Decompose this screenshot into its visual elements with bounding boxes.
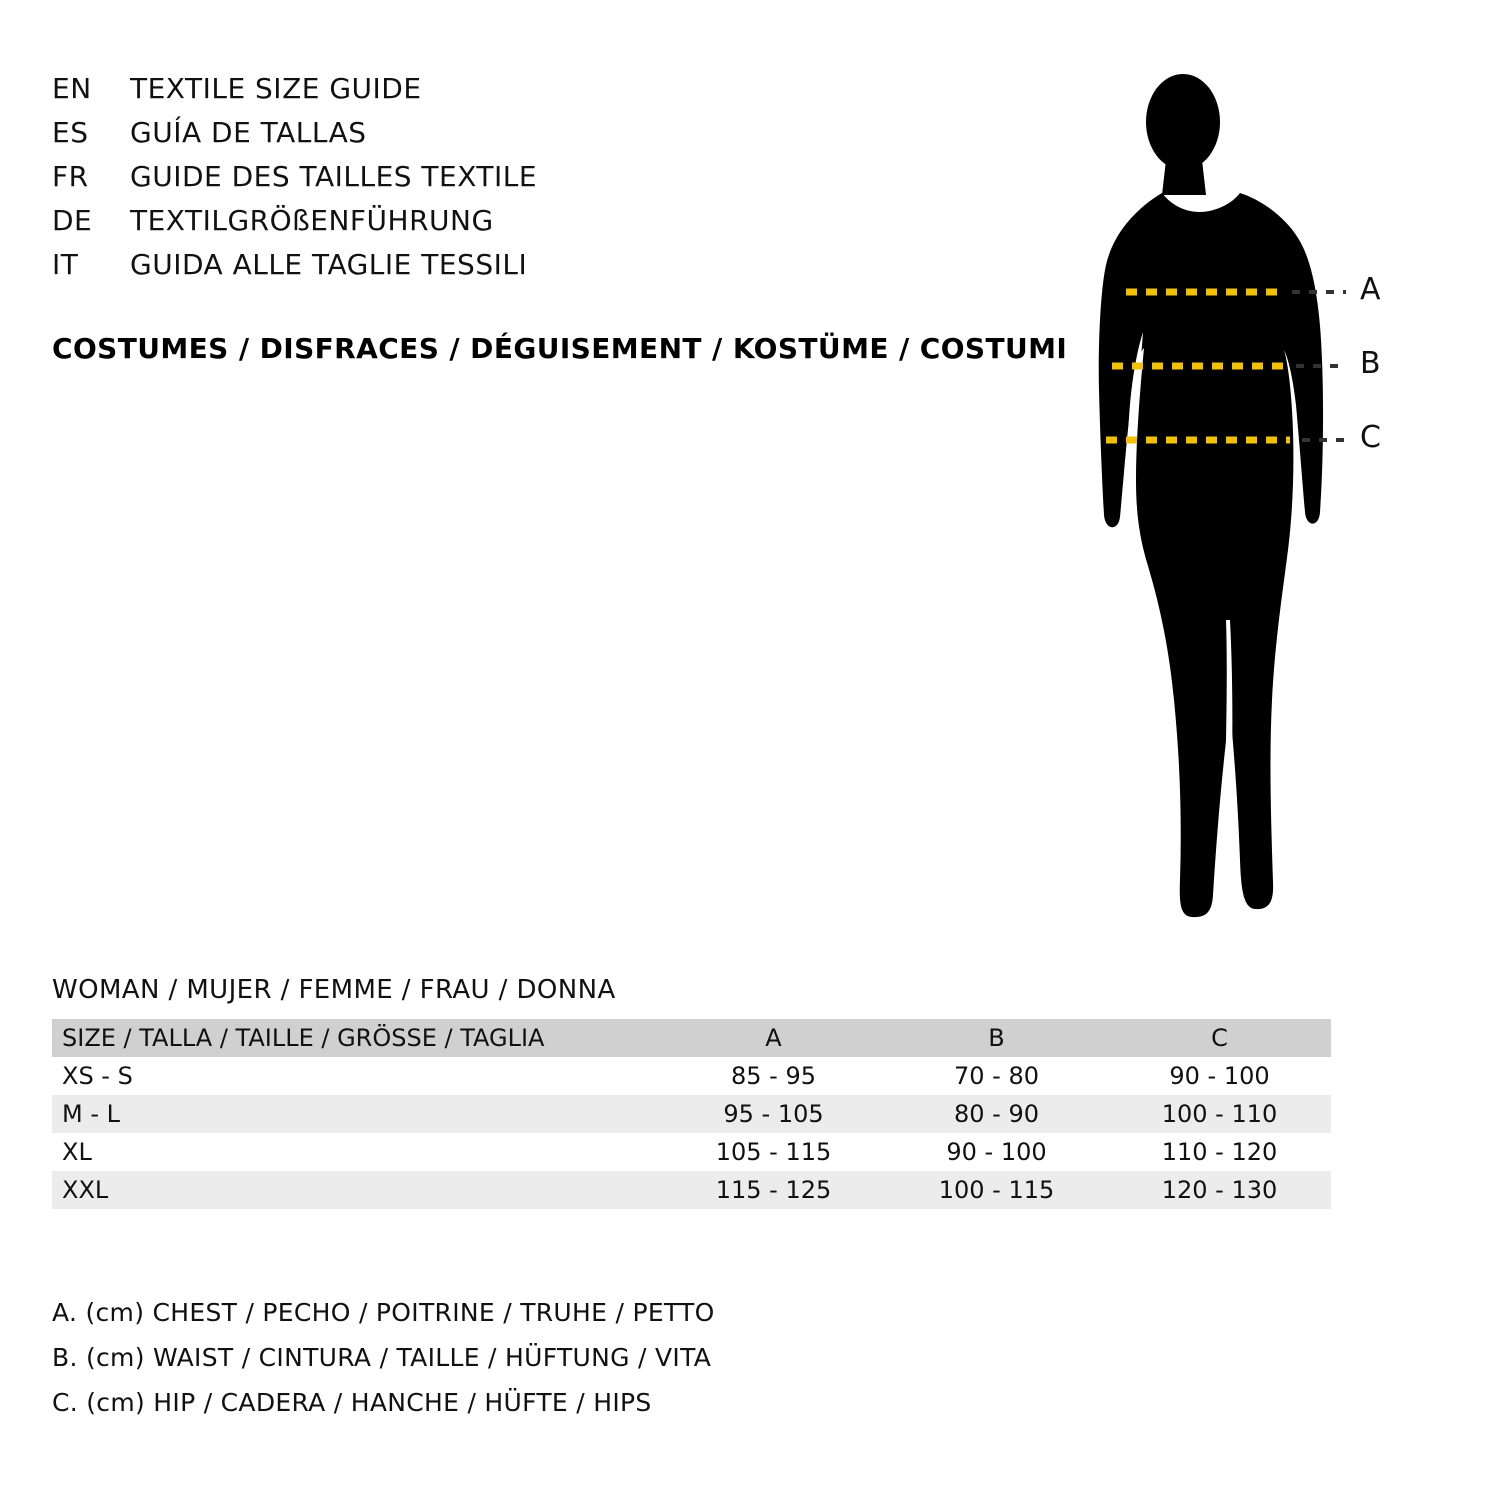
table-row (52, 1057, 1331, 1095)
header-a: A (765, 1024, 782, 1052)
language-code: DE (52, 204, 93, 237)
language-title: TEXTILE SIZE GUIDE (130, 72, 422, 105)
header-c: C (1211, 1024, 1228, 1052)
table-header-row (52, 1019, 1331, 1057)
language-code: ES (52, 116, 89, 149)
table-row (52, 1095, 1331, 1133)
language-title: GUÍA DE TALLAS (130, 116, 367, 149)
language-row-es (52, 116, 952, 160)
header-b: B (988, 1024, 1005, 1052)
measurement-marker-a: A (1360, 272, 1381, 307)
cell-b: 90 - 100 (946, 1138, 1047, 1166)
cell-a: 115 - 125 (715, 1176, 832, 1204)
cell-a: 105 - 115 (715, 1138, 832, 1166)
language-list (52, 72, 952, 292)
cell-a: 95 - 105 (723, 1100, 824, 1128)
female-silhouette-icon (1040, 60, 1460, 940)
cell-c: 90 - 100 (1169, 1062, 1270, 1090)
language-code: FR (52, 160, 89, 193)
cell-size: XXL (62, 1176, 109, 1204)
cell-size: XL (62, 1138, 92, 1166)
legend-item-b: B. (cm) WAIST / CINTURA / TAILLE / HÜFTUNG / VITA (52, 1343, 712, 1372)
language-code: EN (52, 72, 92, 105)
measurement-marker-c: C (1360, 420, 1381, 455)
cell-b: 80 - 90 (954, 1100, 1039, 1128)
size-table (52, 1019, 1331, 1209)
table-row (52, 1171, 1331, 1209)
language-title: GUIDA ALLE TAGLIE TESSILI (130, 248, 528, 281)
table-row (52, 1133, 1331, 1171)
header-size: SIZE / TALLA / TAILLE / GRÖSSE / TAGLIA (62, 1024, 545, 1052)
language-row-fr (52, 160, 952, 204)
body-measurement-figure (1040, 60, 1460, 940)
cell-size: XS - S (62, 1062, 133, 1090)
language-row-en (52, 72, 952, 116)
cell-c: 100 - 110 (1161, 1100, 1278, 1128)
cell-a: 85 - 95 (731, 1062, 816, 1090)
language-row-it (52, 248, 952, 292)
language-title: GUIDE DES TAILLES TEXTILE (130, 160, 538, 193)
language-code: IT (52, 248, 79, 281)
table-caption: WOMAN / MUJER / FEMME / FRAU / DONNA (52, 975, 616, 1005)
language-title: TEXTILGRÖßENFÜHRUNG (130, 204, 494, 237)
measurement-legend (52, 1290, 1052, 1425)
cell-b: 70 - 80 (954, 1062, 1039, 1090)
category-title: COSTUMES / DISFRACES / DÉGUISEMENT / KOSTÜME / COSTUMI (52, 332, 1068, 365)
cell-c: 110 - 120 (1161, 1138, 1278, 1166)
legend-item-a: A. (cm) CHEST / PECHO / POITRINE / TRUHE / PETTO (52, 1298, 715, 1327)
legend-item-c: C. (cm) HIP / CADERA / HANCHE / HÜFTE / HIPS (52, 1388, 652, 1417)
cell-b: 100 - 115 (938, 1176, 1055, 1204)
language-row-de (52, 204, 952, 248)
cell-c: 120 - 130 (1161, 1176, 1278, 1204)
cell-size: M - L (62, 1100, 120, 1128)
size-table-section (52, 975, 1322, 1209)
measurement-marker-b: B (1360, 346, 1381, 381)
